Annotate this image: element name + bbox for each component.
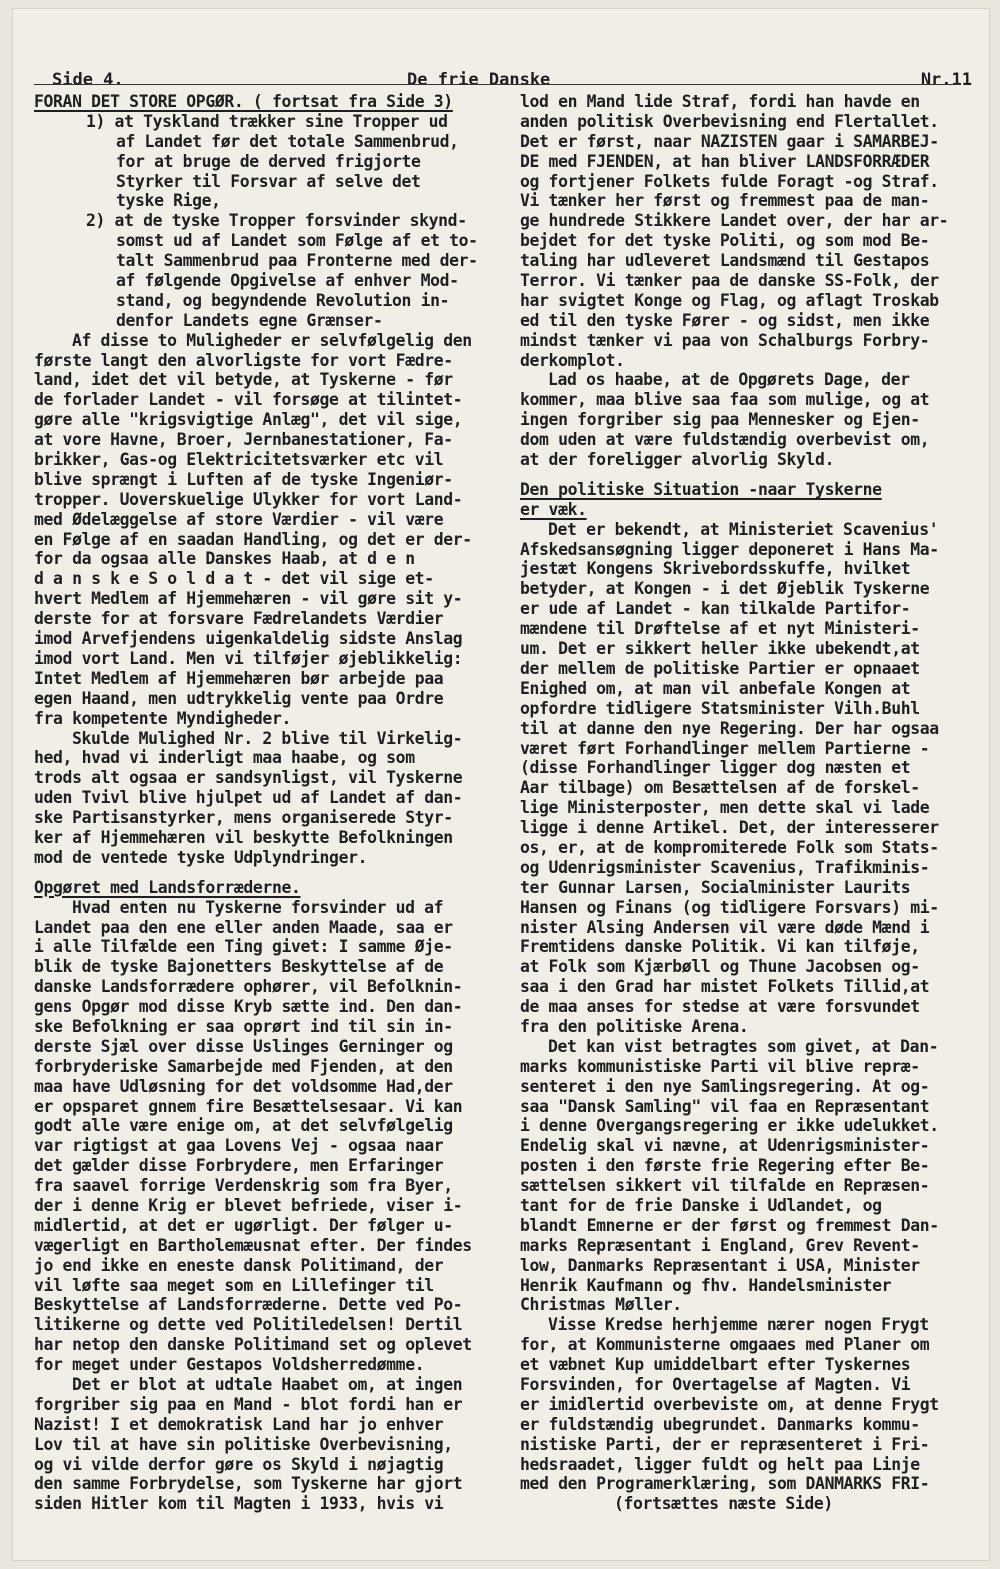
text-line: vil løfte saa meget som en Lillefinger til (34, 1275, 434, 1295)
text-line: imod Arvefjendens uigenkaldelig sidste Anslag (34, 629, 463, 649)
text-line: os, er, at de kompromiterede Folk som Stats- (520, 837, 939, 857)
list-item-line: 2) at de tyske Tropper forsvinder skynd- (86, 211, 467, 231)
text-line: for da ogsaa alle Danskes Haab, at d e n (34, 549, 415, 569)
text-line: den samme Forbrydelse, som Tyskerne har gjort (34, 1474, 463, 1494)
text-line: uden Tvivl blive hjulpet ud af Landet af dan- (34, 788, 463, 808)
text-line: dom uden at være fuldstændig overbevist om, (520, 430, 930, 450)
paragraph-first-line: Det kan vist betragtes som givet, at Dan- (548, 1036, 939, 1056)
text-line: derste Sjæl over disse Uslinges Gerninger og (34, 1036, 453, 1056)
text-line: mod de ventede tyske Udplyndringer. (34, 847, 368, 867)
text-line: ske Partisanstyrker, mens organiserede Styr- (34, 808, 453, 828)
left-column (34, 92, 502, 1514)
text-line: low, Danmarks Repræsentant i USA, Minister (520, 1255, 920, 1275)
section-heading: er væk. (520, 499, 587, 519)
text-line: har svigtet Konge og Flag, og aflagt Troskab (520, 290, 939, 310)
right-column (520, 92, 960, 1514)
text-line: betyder, at Kongen - i det Øjeblik Tyskerne (520, 579, 930, 599)
text-line: Henrik Kaufmann og fhv. Handelsminister (520, 1275, 892, 1295)
text-line: trods alt ogsaa er sandsynligst, vil Tyskerne (34, 768, 463, 788)
text-line: maa have Udløsning for det voldsomme Had,der (34, 1076, 453, 1096)
text-line: Afskedsansøgning ligger deponeret i Hans Ma- (520, 539, 939, 559)
text-line: taling har udleveret Landsmænd til Gestapos (520, 251, 930, 271)
paragraph-first-line: Hvad enten nu Tyskerne forsvinder ud af (72, 897, 444, 917)
text-line: tant for de frie Danske i Udlandet, og (520, 1195, 882, 1215)
text-line: Lov til at have sin politiske Overbevisning, (34, 1434, 453, 1454)
list-item-line: denfor Landets egne Grænser- (116, 310, 383, 330)
text-line: egen Haand, men udtrykkelig vente paa Ordre (34, 688, 444, 708)
text-line: de maa anses for stedse at være forsvundet (520, 997, 920, 1017)
text-line: er fuldstændig ubegrundet. Danmarks kommu- (520, 1414, 920, 1434)
text-line: Terror. Vi tænker paa de danske SS-Folk, der (520, 271, 939, 291)
page-number: Side 4. (52, 70, 124, 90)
text-line: hed, hvad vi inderligt maa haabe, og som (34, 748, 415, 768)
text-line: Landet paa den ene eller anden Maade, saa er (34, 917, 453, 937)
text-line: er ude af Landet - kan tilkalde Partifor- (520, 599, 911, 619)
publication-title: De frie Danske (407, 70, 551, 90)
text-line: de forlader Landet - vil forsøge at tilintet- (34, 390, 463, 410)
text-line: Intet Medlem af Hjemmehæren bør arbejde paa (34, 668, 444, 688)
text-line: til at danne den nye Regering. Der har ogsaa (520, 718, 939, 738)
text-line: første langt den alvorligste for vort Fædre- (34, 350, 453, 370)
text-line: nistiske Parti, der er repræsenteret i Fri- (520, 1434, 930, 1454)
paragraph-first-line: Af disse to Muligheder er selvfølgelig den (72, 330, 472, 350)
text-line: DE med FJENDEN, at han bliver LANDSFORRÆDER (520, 151, 930, 171)
text-line: Vi tænker her først og fremmest paa de man- (520, 191, 930, 211)
text-line: derkomplot. (520, 350, 625, 370)
text-line: lige Ministerposter, men dette skal vi lade (520, 798, 930, 818)
text-line: nister Alsing Andersen vil være døde Mænd i (520, 917, 930, 937)
text-line: der i denne Krig er blevet befriede, viser i- (34, 1195, 463, 1215)
list-item-line: 1) at Tyskland trækker sine Tropper ud (86, 111, 448, 131)
text-line: og Udenrigsminister Scavenius, Trafikminis- (520, 857, 930, 877)
text-line: ligge i denne Artikel. Det, der interesserer (520, 818, 939, 838)
text-line: fra den politiske Arena. (520, 1016, 749, 1036)
text-line: sættelsen sikkert vil tilfalde en Repræsen- (520, 1176, 930, 1196)
text-line: været ført Forhandlinger mellem Partierne - (520, 738, 930, 758)
text-line: land, idet det vil betyde, at Tyskerne - før (34, 370, 453, 390)
list-item-line: af følgende Opgivelse af enhver Mod- (116, 271, 459, 291)
text-line: blandt Emnerne er der først og fremmest Dan- (520, 1215, 939, 1235)
text-line: en Følge af en saadan Handling, og det er der- (34, 529, 472, 549)
text-line: hedsraadet, ligger fuldt og helt paa Linje (520, 1454, 920, 1474)
text-line: forbryderiske Samarbejde med Fjenden, at den (34, 1056, 453, 1076)
paragraph-first-line: Det er bekendt, at Ministeriet Scavenius' (548, 519, 939, 539)
text-line: posten i den første frie Regering efter Be- (520, 1156, 930, 1176)
text-line: gøre alle "krigsvigtige Anlæg", det vil sige, (34, 410, 463, 430)
text-line: ingen forgriber sig paa Mennesker og Ejen- (520, 410, 920, 430)
text-line: tropper. Uoverskuelige Ulykker for vort Land- (34, 489, 463, 509)
text-line: har netop den danske Politimand set og oplevet (34, 1335, 472, 1355)
text-line: opfordre tidligere Statsminister Vilh.Buhl (520, 698, 920, 718)
text-line: forgriber sig paa en Mand - blot fordi han er (34, 1394, 463, 1414)
list-item-line: Styrker til Forsvar af selve det (116, 171, 421, 191)
text-line: der mellem de politiske Partier er opnaaet (520, 658, 920, 678)
text-line: at vore Havne, Broer, Jernbanestationer, Fa- (34, 430, 453, 450)
text-line: at Folk som Kjærbøll og Thune Jacobsen og- (520, 957, 920, 977)
text-line: et væbnet Kup umiddelbart efter Tyskernes (520, 1355, 911, 1375)
text-line: og fortjener Folkets fulde Foragt -og Straf. (520, 171, 939, 191)
text-line: at der foreligger alvorlig Skyld. (520, 450, 835, 470)
text-line: um. Det er sikkert heller ikke ubekendt,at (520, 639, 920, 659)
text-line: Endelig skal vi nævne, at Udenrigsminister- (520, 1136, 930, 1156)
text-line: er opsparet gnnem fire Besættelsesaar. Vi kan (34, 1096, 463, 1116)
text-line: anden politisk Overbevisning end Flertallet. (520, 111, 939, 131)
list-item-line: af Landet før det totale Sammenbrud, (116, 131, 459, 151)
text-line: ske Befolkning er saa oprørt ind til sin in- (34, 1016, 453, 1036)
text-line: mindst tænker vi paa von Schalburgs Forbry- (520, 330, 930, 350)
text-line: Hansen og Finans (og tidligere Forsvars) mi- (520, 897, 939, 917)
text-line: det gælder disse Forbrydere, men Erfaringer (34, 1156, 444, 1176)
list-item-line: talt Sammenbrud paa Fronterne med der- (116, 251, 478, 271)
text-line: danske Landsforrædere ophører, vil Befolknin- (34, 977, 463, 997)
text-line: for meget under Gestapos Voldsherredømme. (34, 1355, 425, 1375)
text-line: marks kommunistiske Parti vil blive repræ- (520, 1056, 920, 1076)
text-line: hvert Medlem af Hjemmehæren - vil gøre sit y- (34, 589, 463, 609)
text-line: Christmas Møller. (520, 1295, 682, 1315)
text-line: siden Hitler kom til Magten i 1933, hvis vi (34, 1494, 444, 1514)
paragraph-first-line: Det er blot at udtale Haabet om, at ingen (72, 1375, 463, 1394)
text-line: ker af Hjemmehæren vil beskytte Befolkningen (34, 827, 453, 847)
text-line: saa "Dansk Samling" vil faa en Repræsentant (520, 1096, 930, 1116)
text-line: (disse Forhandlinger ligger dog næsten et (520, 758, 911, 778)
text-line: med den Programerklæring, som DANMARKS FRI- (520, 1474, 930, 1494)
text-line: imod vort Land. Men vi tilføjer øjeblikkelig: (34, 648, 463, 668)
text-line: Fremtidens danske Politik. Vi kan tilføje, (520, 937, 920, 957)
section-gap (520, 470, 960, 480)
text-line: brikker, Gas-og Elektricitetsværker etc vil (34, 450, 444, 470)
text-line: i alle Tilfælde een Ting givet: I samme Øje- (34, 937, 453, 957)
text-line: senteret i den nye Samlingsregering. At og- (520, 1076, 930, 1096)
section-heading: Den politiske Situation -naar Tyskerne (520, 479, 882, 499)
text-line: blive sprængt i Luften af de tyske Ingeniør- (34, 469, 453, 489)
section-heading: FORAN DET STORE OPGØR. ( fortsat fra Side 3) (34, 92, 453, 111)
header-rule (34, 84, 960, 85)
text-line: Enighed om, at man vil anbefale Kongen at (520, 678, 911, 698)
text-line: jo end ikke en eneste dansk Politimand, der (34, 1255, 444, 1275)
continued-note: (fortsættes næste Side) (614, 1494, 833, 1514)
text-line: fra saavel forrige Verdenskrig som fra Byer, (34, 1176, 453, 1196)
text-line: vægerligt en Bartholemæusnat efter. Der findes (34, 1235, 472, 1255)
text-line: gens Opgør mod disse Kryb sætte ind. Den dan- (34, 997, 463, 1017)
text-line: ed til den tyske Fører - og sidst, men ikke (520, 310, 930, 330)
list-item-line: somst ud af Landet som Følge af et to- (116, 231, 478, 251)
section-gap (34, 868, 502, 878)
text-line: med Ødelæggelse af store Værdier - vil være (34, 509, 444, 529)
text-line: Nazist! I et demokratisk Land har jo enhver (34, 1414, 444, 1434)
text-line: blik de tyske Bajonetters Beskyttelse af de (34, 957, 444, 977)
text-line: marks Repræsentant i England, Grev Revent- (520, 1235, 920, 1255)
text-line: mændene til Drøftelse af et nyt Ministeri- (520, 619, 920, 639)
text-line: d a n s k e S o l d a t - det vil sige et- (34, 569, 434, 589)
paragraph-first-line: Skulde Mulighed Nr. 2 blive til Virkelig- (72, 728, 463, 748)
text-line: for, at Kommunisterne omgaaes med Planer om (520, 1335, 930, 1355)
text-line: lod en Mand lide Straf, fordi han havde en (520, 92, 920, 111)
text-line: midlertid, at det er ugørligt. Der følger u- (34, 1215, 453, 1235)
text-line: litikerne og dette ved Politiledelsen! Dertil (34, 1315, 463, 1335)
text-line: er imidlertid overbeviste om, at denne Frygt (520, 1394, 939, 1414)
text-line: Aar tilbage) om Besættelsen af de forskel- (520, 778, 920, 798)
text-line: derste for at forsvare Fædrelandets Værdier (34, 609, 444, 629)
text-line: ge hundrede Stikkere Landet over, der har ar- (520, 211, 949, 231)
text-line: i denne Overgangsregering er ikke udelukket. (520, 1116, 939, 1136)
issue-number: Nr.11 (920, 70, 972, 90)
text-line: fra kompetente Myndigheder. (34, 708, 291, 728)
text-line: saa i den Grad har mistet Folkets Tillid,at (520, 977, 930, 997)
list-item-line: stand, og begyndende Revolution in- (116, 290, 450, 310)
text-line: jestæt Kongens Skrivebordsskuffe, hvilket (520, 559, 911, 579)
list-item-line: tyske Rige, (116, 191, 221, 211)
text-line: kommer, maa blive saa faa som mulige, og at (520, 390, 930, 410)
text-line: og vi vilde derfor gøre os Skyld i nøjagtig (34, 1454, 444, 1474)
text-line: bejdet for det tyske Politi, og som mod Be- (520, 231, 930, 251)
list-item-line: for at bruge de derved frigjorte (116, 151, 421, 171)
page-header (52, 70, 972, 92)
paragraph-first-line: Visse Kredse herhjemme nærer nogen Frygt (548, 1315, 929, 1335)
text-line: Det er først, naar NAZISTEN gaar i SAMARBEJ- (520, 131, 939, 151)
text-line: ter Gunnar Larsen, Socialminister Laurits (520, 877, 911, 897)
text-line: Forsvinden, for Overtagelse af Magten. Vi (520, 1375, 911, 1394)
text-line: var rigtigst at gaa Lovens Vej - ogsaa naar (34, 1136, 444, 1156)
text-line: Beskyttelse af Landsforræderne. Dette ved Po- (34, 1295, 463, 1315)
paragraph-first-line: Lad os haabe, at de Opgørets Dage, der (548, 370, 910, 390)
section-heading: Opgøret med Landsforræderne. (34, 877, 301, 897)
text-line: godt alle være enige om, at det selvfølgelig (34, 1116, 453, 1136)
